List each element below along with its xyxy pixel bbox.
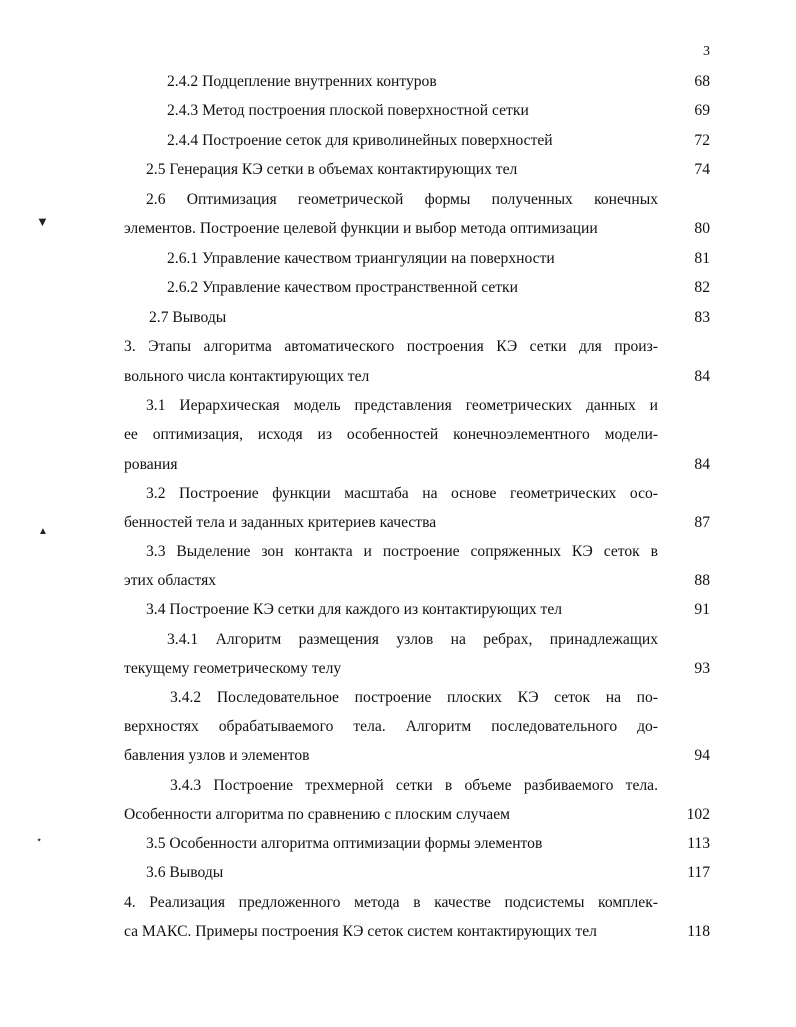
toc-entry-text: са МАКС. Примеры построения КЭ сеток систем контактирующих тел (124, 923, 597, 940)
toc-entry-page: 69 (694, 102, 710, 119)
toc-entry-page: 84 (694, 456, 710, 473)
toc-entry-text: 3.4 Построение КЭ сетки для каждого из контактирующих тел (146, 601, 563, 618)
toc-entry-text: 3.4.2 Последовательное построение плоских КЭ сеток на по- (170, 689, 658, 706)
toc-entry-text: ее оптимизация, исходя из особенностей конечноэлементного модели- (124, 426, 658, 443)
toc-entry-text: 2.7 Выводы (149, 309, 227, 326)
toc-entry-page: 117 (687, 864, 710, 881)
toc-entry-page: 93 (694, 660, 710, 677)
toc-entry-page: 94 (694, 747, 710, 764)
toc-entry-text: этих областях (124, 572, 217, 589)
toc-entry-text: 3.3 Выделение зон контакта и построение сопряженных КЭ сеток в (146, 543, 658, 560)
toc-entry-text: бенностей тела и заданных критериев качества (124, 514, 437, 531)
toc-entry-page: 88 (694, 572, 710, 589)
toc-entry-text: Особенности алгоритма по сравнению с плоским случаем (124, 806, 511, 823)
toc-entry-text: 2.6.2 Управление качеством пространственной сетки (167, 279, 518, 296)
scan-speck-icon: ▲ (38, 526, 48, 537)
toc-entry-text: бавления узлов и элементов (124, 747, 310, 764)
toc-entry-page: 87 (694, 514, 710, 531)
toc-entry-page: 102 (686, 806, 710, 823)
scan-speck-icon: ▼ (36, 214, 49, 229)
toc-entry-page: 74 (694, 161, 710, 178)
toc-entry-page: 91 (694, 601, 710, 618)
toc-entry-text: текущему геометрическому телу (124, 660, 342, 677)
toc-entry-text: верхностях обрабатываемого тела. Алгоритм последовательного до- (124, 718, 658, 735)
toc-entry-page: 84 (694, 368, 710, 385)
toc-entry-page: 68 (694, 73, 710, 90)
scan-speck-icon: ⋆ (36, 835, 43, 846)
toc-entry-page: 118 (687, 923, 710, 940)
toc-entry-text: 2.5 Генерация КЭ сетки в объемах контактирующих тел (146, 161, 518, 178)
toc-entry-text: 3. Этапы алгоритма автоматического построения КЭ сетки для произ- (124, 338, 658, 355)
toc-entry-text: элементов. Построение целевой функции и выбор метода оптимизации (124, 220, 598, 237)
toc-entry-text: вольного числа контактирующих тел (124, 368, 370, 385)
toc-entry-text: 2.4.2 Подцепление внутренних контуров (167, 73, 437, 90)
toc-entry-page: 80 (694, 220, 710, 237)
toc-entry-text: 2.6 Оптимизация геометрической формы полученных конечных (146, 191, 658, 208)
toc-entry-text: 2.6.1 Управление качеством триангуляции на поверхности (167, 250, 555, 267)
toc-entry-page: 72 (694, 132, 710, 149)
toc-entry-page: 81 (694, 250, 710, 267)
page-number: 3 (703, 44, 710, 59)
toc-entry-text: 3.1 Иерархическая модель представления геометрических данных и (146, 397, 658, 414)
toc-entry-text: 2.4.3 Метод построения плоской поверхностной сетки (167, 102, 529, 119)
toc-entry-text: 3.6 Выводы (146, 864, 224, 881)
toc-entry-page: 83 (694, 309, 710, 326)
toc-entry-text: 4. Реализация предложенного метода в качестве подсистемы комплек- (124, 894, 658, 911)
toc-entry-text: 3.2 Построение функции масштаба на основе геометрических осо- (146, 485, 658, 502)
toc-entry-text: 2.4.4 Построение сеток для криволинейных поверхностей (167, 132, 553, 149)
toc-entry-text: 3.5 Особенности алгоритма оптимизации формы элементов (146, 835, 543, 852)
toc-entry-page: 113 (687, 835, 710, 852)
toc-entry-text: рования (124, 456, 178, 473)
toc-entry-text: 3.4.3 Построение трехмерной сетки в объеме разбиваемого тела. (170, 777, 658, 794)
toc-entry-page: 82 (694, 279, 710, 296)
toc-entry-text: 3.4.1 Алгоритм размещения узлов на ребрах, принадлежащих (167, 631, 658, 648)
